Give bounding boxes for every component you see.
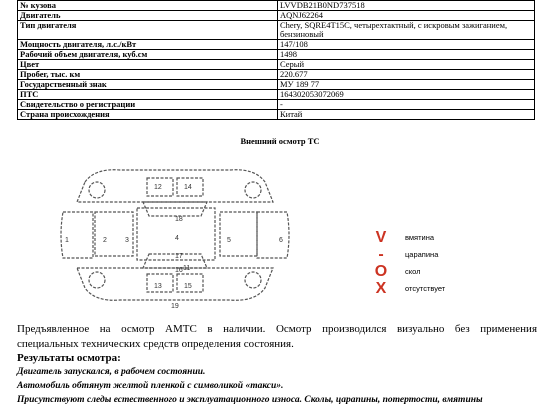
car-damage-diagram bbox=[55, 160, 295, 310]
diagram-label-16: 16 bbox=[175, 267, 183, 274]
diagram-windshield bbox=[143, 202, 207, 216]
diagram-front-outline bbox=[77, 170, 273, 202]
scratch-label: царапина bbox=[405, 250, 439, 259]
spec-row bbox=[18, 80, 535, 90]
chip-symbol: O bbox=[374, 263, 388, 280]
section-title: Внешний осмотр ТС bbox=[240, 136, 320, 146]
missing-symbol: X bbox=[375, 280, 387, 297]
diagram-label-1: 1 bbox=[65, 237, 69, 244]
vehicle-spec-table bbox=[17, 0, 535, 120]
spec-key: Мощность двигателя, л.с./кВт bbox=[18, 40, 278, 50]
chip-label: скол bbox=[405, 267, 421, 276]
diagram-wheel-rl bbox=[89, 272, 105, 288]
spec-key: Государственный знак bbox=[18, 80, 278, 90]
spec-row bbox=[18, 90, 535, 100]
spec-value-line: 220.677 bbox=[280, 69, 308, 79]
spec-value bbox=[278, 11, 535, 21]
spec-value-line: LVVDB21B0ND737518 bbox=[280, 0, 365, 10]
diagram-label-18: 18 bbox=[175, 216, 183, 223]
diagram-left-side bbox=[61, 212, 93, 258]
diagram-label-5: 5 bbox=[227, 237, 231, 244]
diagram-wheel-rr bbox=[245, 272, 261, 288]
inspection-paragraph-line1: Предъявленное на осмотр АМТС в наличии. Осмотр производился визуально без применения bbox=[17, 323, 537, 335]
diagram-right-front-door bbox=[220, 212, 257, 256]
scratch-symbol: - bbox=[378, 246, 384, 263]
result-line-2: Автомобиль обтянут желтой пленкой с символикой «такси». bbox=[17, 381, 284, 391]
spec-key: Рабочий объем двигателя, куб.см bbox=[18, 50, 278, 60]
spec-value bbox=[278, 80, 535, 90]
dent-label: вмятина bbox=[405, 233, 435, 242]
spec-value-line: AQNJ62264 bbox=[280, 10, 323, 20]
spec-value bbox=[278, 110, 535, 120]
spec-row bbox=[18, 110, 535, 120]
diagram-label-15: 15 bbox=[184, 283, 192, 290]
spec-value-line: МУ 189 77 bbox=[280, 79, 320, 89]
spec-value bbox=[278, 1, 535, 11]
spec-row bbox=[18, 50, 535, 60]
spec-value-line: Серый bbox=[280, 59, 305, 69]
diagram-label-19: 19 bbox=[171, 303, 179, 310]
diagram-wheel-fr bbox=[245, 182, 261, 198]
spec-key: Тип двигателя bbox=[18, 21, 278, 40]
spec-value-line: Китай bbox=[280, 109, 303, 119]
spec-value-line-2: бензиновый bbox=[280, 29, 324, 39]
diagram-left-front-door bbox=[95, 212, 133, 256]
diagram-label-12: 12 bbox=[154, 184, 162, 191]
spec-key: № кузова bbox=[18, 1, 278, 11]
spec-value-line: 1498 bbox=[280, 49, 297, 59]
spec-row bbox=[18, 70, 535, 80]
spec-row bbox=[18, 21, 535, 40]
diagram-right-side bbox=[257, 212, 289, 258]
dent-symbol: V bbox=[375, 229, 387, 246]
spec-row bbox=[18, 1, 535, 11]
spec-key: Страна происхождения bbox=[18, 110, 278, 120]
spec-row bbox=[18, 11, 535, 21]
spec-row bbox=[18, 100, 535, 110]
diagram-label-14: 14 bbox=[184, 184, 192, 191]
spec-value-line: - bbox=[280, 99, 283, 109]
result-line-3: Присутствуют следы естественного и эксплуатационного износа. Сколы, царапины, потертости, вмятины bbox=[17, 395, 483, 405]
results-title: Результаты осмотра: bbox=[17, 352, 121, 364]
diagram-label-13: 13 bbox=[154, 283, 162, 290]
spec-value bbox=[278, 50, 535, 60]
spec-key: ПТС bbox=[18, 90, 278, 100]
spec-value-line: Chery, SQRE4T15C, четырехтактный, с искровым зажиганием, bbox=[280, 20, 508, 30]
spec-value-line: 164302053072069 bbox=[280, 89, 344, 99]
spec-value bbox=[278, 100, 535, 110]
spec-value bbox=[278, 40, 535, 50]
spec-value bbox=[278, 90, 535, 100]
diagram-wheel-fl bbox=[89, 182, 105, 198]
diagram-label-4: 4 bbox=[175, 235, 179, 242]
spec-value bbox=[278, 21, 535, 40]
missing-label: отсутствует bbox=[405, 284, 446, 293]
diagram-label-2: 2 bbox=[103, 237, 107, 244]
diagram-label-17: 17 bbox=[175, 253, 183, 260]
spec-key: Пробег, тыс. км bbox=[18, 70, 278, 80]
diagram-label-11: 11 bbox=[183, 265, 191, 272]
inspection-paragraph-line2: специальных технических средств определения состояния. bbox=[17, 338, 294, 350]
spec-value bbox=[278, 70, 535, 80]
spec-row bbox=[18, 60, 535, 70]
spec-value-line: 147/108 bbox=[280, 39, 308, 49]
result-line-1: Двигатель запускался, в рабочем состоянии. bbox=[17, 367, 206, 377]
spec-row bbox=[18, 40, 535, 50]
spec-key: Цвет bbox=[18, 60, 278, 70]
spec-value bbox=[278, 60, 535, 70]
diagram-label-3: 3 bbox=[125, 237, 129, 244]
spec-key: Двигатель bbox=[18, 11, 278, 21]
spec-key: Свидетельство о регистрации bbox=[18, 100, 278, 110]
diagram-label-6: 6 bbox=[279, 237, 283, 244]
